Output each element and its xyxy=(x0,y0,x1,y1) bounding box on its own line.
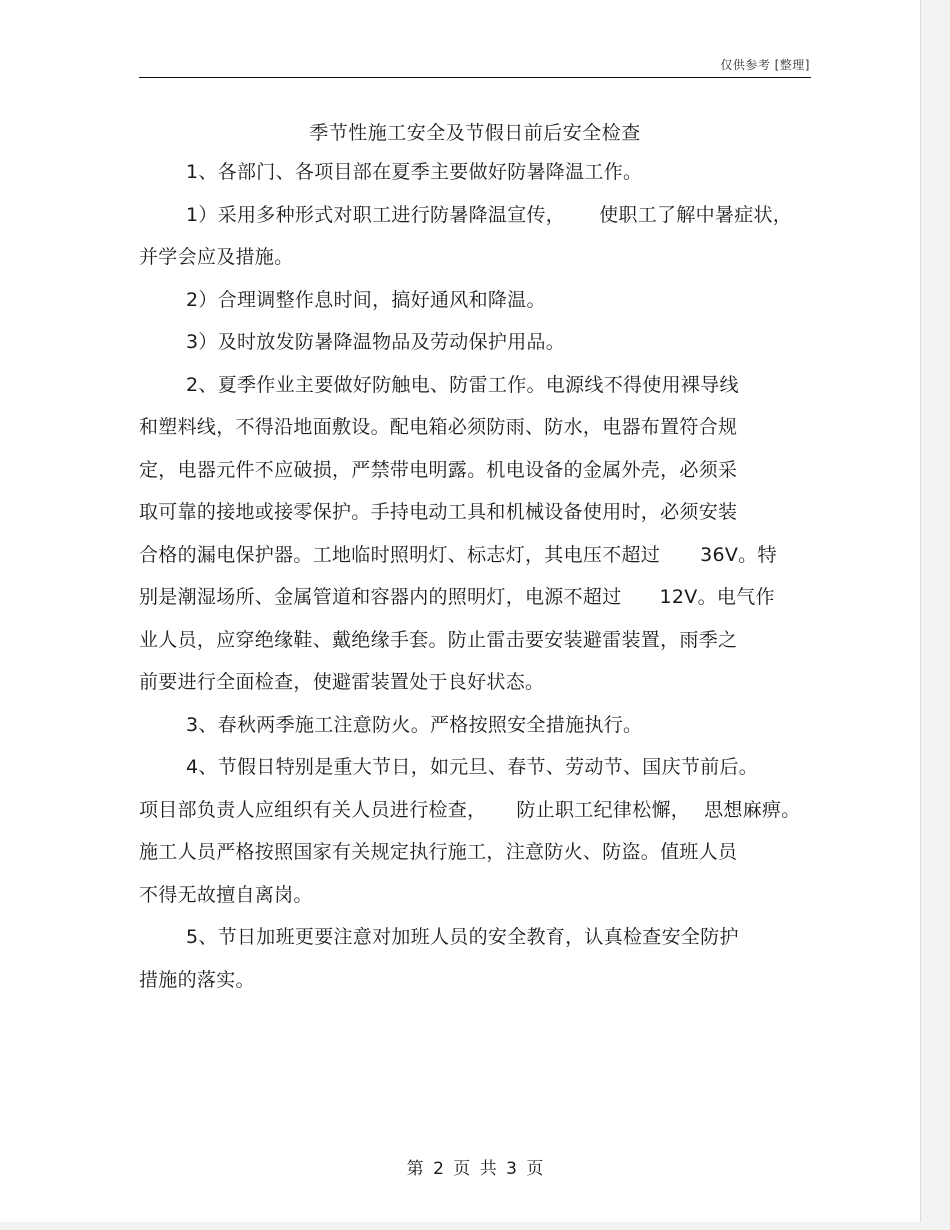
header-note: 仅供参考 [整理] xyxy=(720,58,810,72)
paragraph-line: 业人员，应穿绝缘鞋、戴绝缘手套。防止雷击要安装避雷装置，雨季之 xyxy=(139,629,738,651)
header-rule xyxy=(139,77,811,78)
paragraph-line xyxy=(139,585,775,609)
paragraph-line xyxy=(139,543,777,567)
line-segment: 合格的漏电保护器。工地临时照明灯、标志灯，其电压不超过 xyxy=(139,544,661,566)
paragraph-line: 定，电器元件不应破损，严禁带电明露。机电设备的金属外壳，必须采 xyxy=(139,459,738,481)
document-title: 季节性施工安全及节假日前后安全检查 xyxy=(309,122,641,144)
page-edge xyxy=(921,0,950,1230)
paragraph-line: 5、节日加班更要注意对加班人员的安全教育，认真检查安全防护 xyxy=(186,926,739,948)
paragraph-line: 4、节假日特别是重大节日，如元旦、春节、劳动节、国庆节前后。 xyxy=(186,756,759,778)
line-segment: 别是潮湿场所、金属管道和容器内的照明灯，电源不超过 xyxy=(139,586,622,608)
paragraph-line: 3、春秋两季施工注意防火。严格按照安全措施执行。 xyxy=(186,714,643,736)
page-edge xyxy=(0,1222,950,1230)
paragraph-line: 不得无故擅自离岗。 xyxy=(139,884,313,906)
paragraph-line: 和塑料线，不得沿地面敷设。配电箱必须防雨、防水，电器布置符合规 xyxy=(139,416,738,438)
line-segment: 36V。特 xyxy=(700,544,777,566)
paragraph-line: 并学会应及措施。 xyxy=(139,246,294,268)
paragraph-line: 前要进行全面检查，使避雷装置处于良好状态。 xyxy=(139,671,545,693)
paragraph-line: 1、各部门、各项目部在夏季主要做好防暑降温工作。 xyxy=(186,161,643,183)
paragraph-line: 2）合理调整作息时间，搞好通风和降温。 xyxy=(186,289,546,311)
page-number: 第 2 页 共 3 页 xyxy=(406,1159,544,1179)
paragraph-line xyxy=(186,203,792,227)
line-segment: 思想麻痹。 xyxy=(704,799,801,821)
paragraph-line: 取可靠的接地或接零保护。手持电动工具和机械设备使用时，必须安装 xyxy=(139,501,738,523)
line-segment: 使职工了解中暑症状， xyxy=(599,204,793,226)
paragraph-line: 措施的落实。 xyxy=(139,969,255,991)
line-segment: 1）采用多种形式对职工进行防暑降温宣传， xyxy=(186,204,566,226)
line-segment: 项目部负责人应组织有关人员进行检查， xyxy=(139,799,487,821)
paragraph-line: 施工人员严格按照国家有关规定执行施工，注意防火、防盗。值班人员 xyxy=(139,841,738,863)
line-segment: 防止职工纪律松懈， xyxy=(516,799,691,821)
paragraph-line: 2、夏季作业主要做好防触电、防雷工作。电源线不得使用裸导线 xyxy=(186,374,739,396)
line-segment: 12V。电气作 xyxy=(659,586,775,608)
paragraph-line: 3）及时放发防暑降温物品及劳动保护用品。 xyxy=(186,331,566,353)
paragraph-line xyxy=(139,798,801,822)
